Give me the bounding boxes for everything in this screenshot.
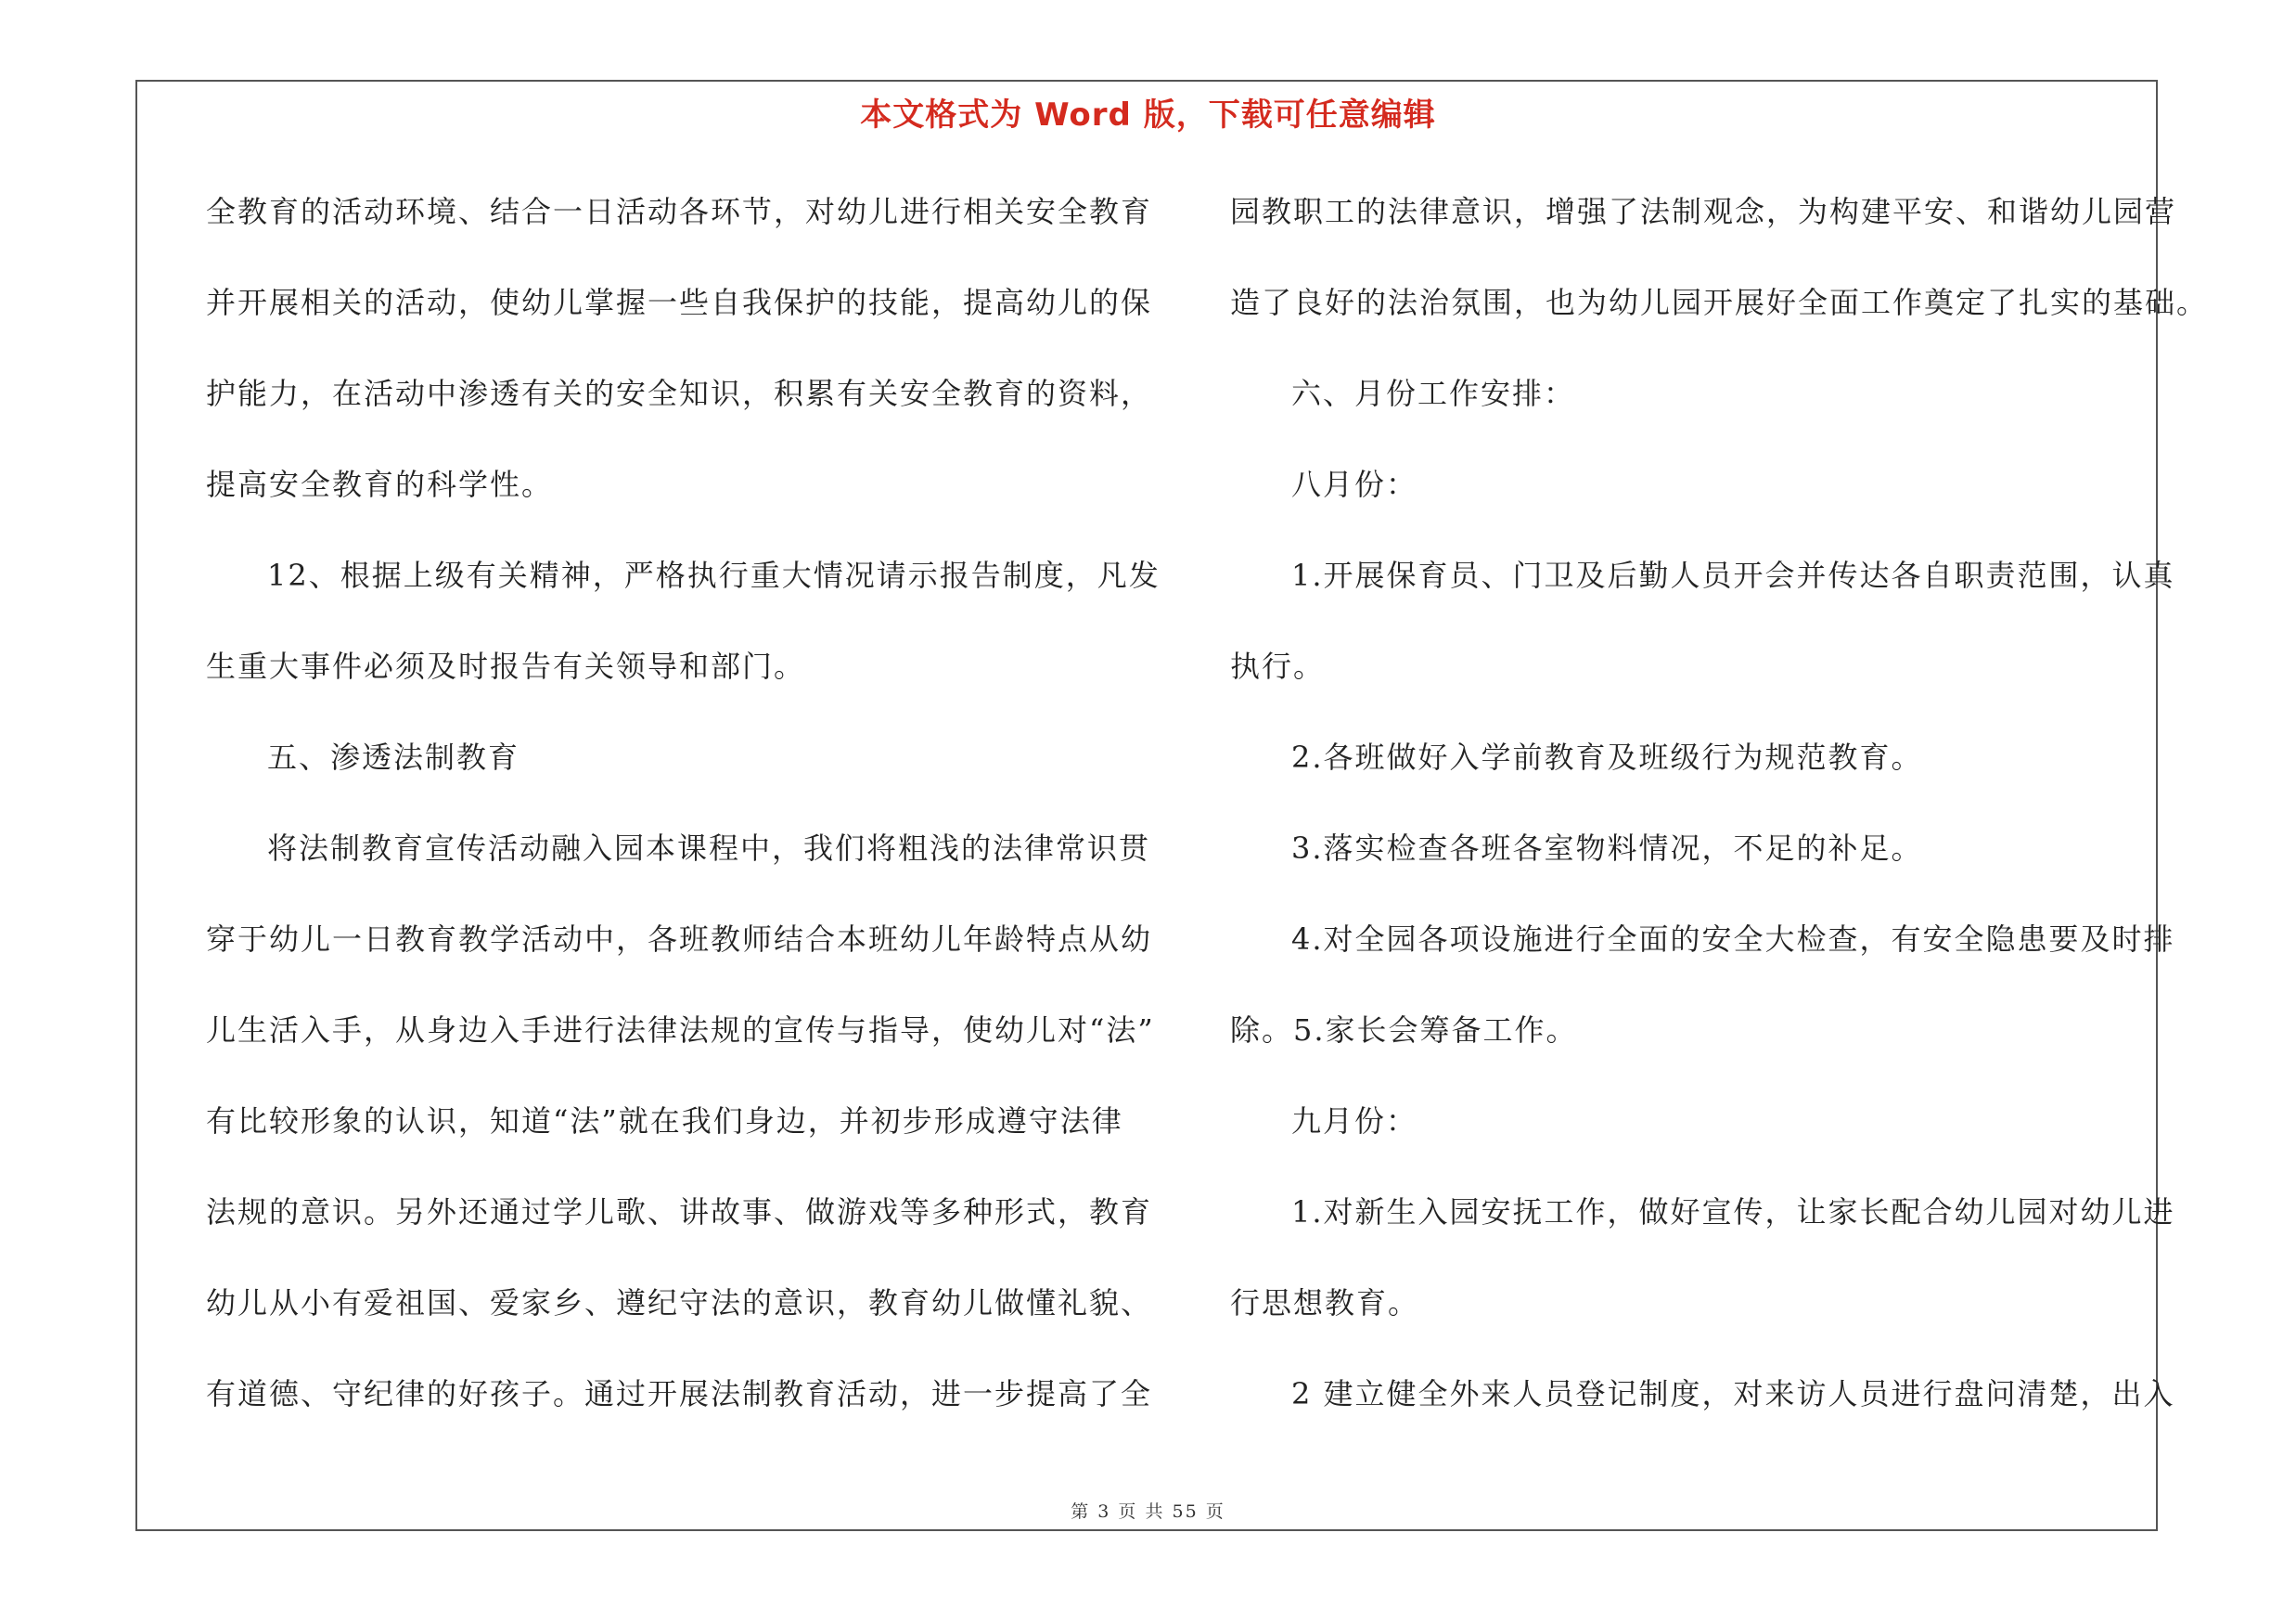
text-line: 有道德、守纪律的好孩子。通过开展法制教育活动，进一步提高了全 [206,1376,1153,1411]
text-line: 幼儿从小有爱祖国、爱家乡、遵纪守法的意识，教育幼儿做懂礼貌、 [206,1285,1153,1320]
text-line: 执行。 [1230,649,1326,684]
text-line: 生重大事件必须及时报告有关领导和部门。 [206,649,806,684]
section-heading: 五、渗透法制教育 [267,740,520,775]
text-line: 除。5.家长会筹备工作。 [1230,1012,1578,1048]
text-line: 3.落实检查各班各室物料情况，不足的补足。 [1291,831,1923,866]
text-line: 有比较形象的认识，知道“法”就在我们身边，并初步形成遵守法律 [206,1103,1123,1139]
text-line: 全教育的活动环境、结合一日活动各环节，对幼儿进行相关安全教育 [206,194,1153,229]
text-line: 园教职工的法律意识，增强了法制观念，为构建平安、和谐幼儿园营 [1230,194,2177,229]
text-line: 儿生活入手，从身边入手进行法律法规的宣传与指导，使幼儿对“法” [206,1012,1155,1048]
format-banner: 本文格式为 Word 版，下载可任意编辑 [860,97,1436,134]
text-line: 2.各班做好入学前教育及班级行为规范教育。 [1291,740,1923,775]
left-column [206,186,1161,1459]
text-line: 提高安全教育的科学性。 [206,467,554,502]
text-line: 造了良好的法治氛围，也为幼儿园开展好全面工作奠定了扎实的基础。 [1230,285,2209,320]
text-line: 法规的意识。另外还通过学儿歌、讲故事、做游戏等多种形式，教育 [206,1194,1153,1230]
text-line: 将法制教育宣传活动融入园本课程中，我们将粗浅的法律常识贯 [267,831,1151,866]
text-line: 行思想教育。 [1230,1285,1420,1320]
month-heading: 八月份： [1291,467,1418,502]
text-line: 穿于幼儿一日教育教学活动中，各班教师结合本班幼儿年龄特点从幼 [206,921,1153,957]
month-heading: 九月份： [1291,1103,1418,1139]
text-line: 1.开展保育员、门卫及后勤人员开会并传达各自职责范围，认真 [1291,558,2175,593]
text-line: 12、根据上级有关精神，严格执行重大情况请示报告制度，凡发 [267,558,1161,593]
page-number: 第 3 页 共 55 页 [1071,1501,1225,1522]
right-column [1230,186,2209,1459]
text-line: 护能力，在活动中渗透有关的安全知识，积累有关安全教育的资料， [206,376,1153,411]
text-line: 并开展相关的活动，使幼儿掌握一些自我保护的技能，提高幼儿的保 [206,285,1153,320]
text-line: 2 建立健全外来人员登记制度，对来访人员进行盘问清楚，出入 [1291,1376,2175,1411]
text-line: 4.对全园各项设施进行全面的安全大检查，有安全隐患要及时排 [1291,921,2175,957]
text-line: 1.对新生入园安抚工作，做好宣传，让家长配合幼儿园对幼儿进 [1291,1194,2175,1230]
section-heading: 六、月份工作安排： [1291,376,1576,411]
